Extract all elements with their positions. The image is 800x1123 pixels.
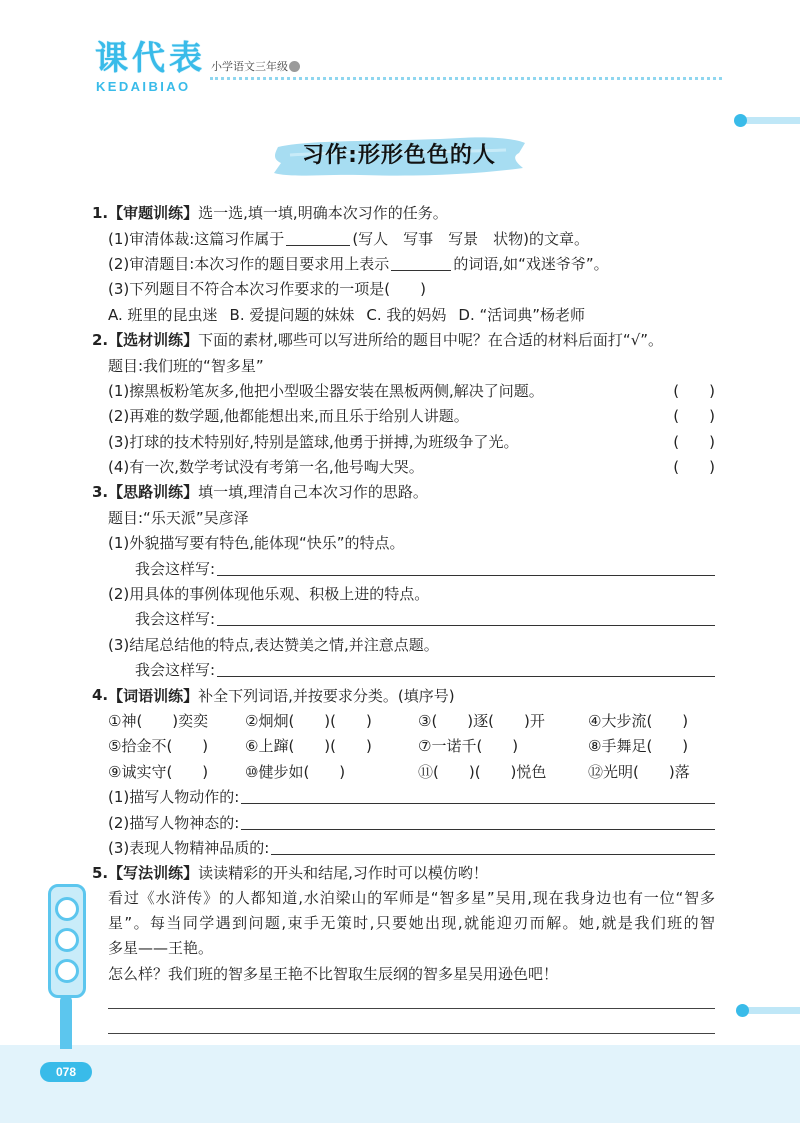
q5-paragraph-line-1: 看过《水浒传》的人都知道,水泊梁山的军师是“智多星”吴用,现在我身边也有一位“智多 (108, 888, 715, 907)
q4-category-2 (92, 809, 715, 834)
fill-blank (391, 256, 451, 271)
traffic-light-lamp-icon (55, 959, 79, 983)
answer-underline (241, 789, 715, 804)
q2-item-2 (92, 403, 715, 428)
q5-number: 5. (92, 863, 109, 882)
q2-item-4 (92, 454, 715, 479)
page-title: 习作:形形色色的人 (302, 143, 496, 168)
q3-instruction: 填一填,理清自己本次习作的思路。 (198, 483, 428, 502)
option-d: D. “活词典”杨老师 (458, 305, 586, 324)
brand-logo-pinyin: KEDAIBIAO (96, 79, 191, 94)
header-dotted-divider (210, 77, 722, 80)
q4-tag: 【词语训练】 (108, 686, 199, 705)
q1-item-3 (92, 276, 715, 301)
q4-number: 4. (92, 686, 109, 705)
answer-underline (217, 662, 715, 677)
q1-item-1-text: (1)审清体裁:这篇习作属于 (108, 229, 285, 248)
q3-heading (92, 479, 715, 504)
q2-item-3-text: (3)打球的技术特别好,特别是篮球,他勇于拼搏,为班级争了光。 (108, 432, 519, 451)
q3-topic-text: 题目:“乐天派”吴彦泽 (108, 508, 249, 527)
q2-number: 2. (92, 330, 109, 349)
category-label: (2)描写人物神态的: (108, 813, 240, 832)
q3-item-2-text: (2)用具体的事例体现他乐观、积极上进的特点。 (108, 585, 430, 604)
option-b: B. 爱提问题的妹妹 (229, 305, 355, 324)
word-item: ⑥上蹿( )( ) (245, 737, 372, 756)
q3-number: 3. (92, 482, 109, 501)
top-pin-icon (734, 114, 747, 127)
q4-category-1 (92, 784, 715, 809)
q1-heading (92, 200, 715, 225)
q2-topic-text: 题目:我们班的“智多星” (108, 356, 264, 375)
q5-paragraph-line-3: 多星——王艳。 (108, 939, 214, 958)
q5-tag: 【写法训练】 (108, 864, 199, 883)
word-item: ④大步流( ) (588, 712, 689, 730)
volume-badge-icon (289, 61, 300, 72)
q1-item-1 (92, 225, 715, 250)
q1-item-2-text: (2)审清题目:本次习作的题目要求用上表示 (108, 254, 390, 273)
q1-instruction: 选一选,填一填,明确本次习作的任务。 (198, 204, 448, 223)
traffic-light-pole (60, 995, 72, 1049)
answer-paren: ( ) (673, 458, 715, 477)
word-item: ⑩健步如( ) (245, 762, 346, 781)
answer-line (108, 1008, 715, 1009)
q3-write-row-1 (92, 555, 715, 580)
traffic-light-lamp-icon (55, 897, 79, 921)
top-pin-bar (742, 117, 800, 124)
write-label: 我会这样写: (135, 610, 216, 629)
answer-underline (241, 815, 715, 830)
answer-paren: ( ) (673, 381, 715, 400)
word-item: ⑧手舞足( ) (588, 737, 689, 756)
q5-paragraph-line-2: 星”。每当同学遇到问题,束手无策时,只要她出现,就能迎刃而解。她,就是我们班的智 (108, 913, 715, 932)
q5-heading (92, 860, 715, 885)
write-label: 我会这样写: (135, 661, 216, 680)
answer-line (108, 1033, 715, 1034)
word-item: ⑤拾金不( ) (108, 737, 209, 756)
q2-item-1 (92, 378, 715, 403)
option-c: C. 我的妈妈 (366, 305, 447, 324)
q3-tag: 【思路训练】 (108, 483, 199, 502)
q3-topic (92, 505, 715, 530)
word-item: ⑪( )( )悦色 (418, 762, 547, 781)
q4-word-row-1 (92, 708, 715, 733)
category-label: (3)表现人物精神品质的: (108, 838, 270, 857)
q1-item-2-example: 的词语,如“戏迷爷爷”。 (453, 254, 609, 273)
traffic-light-icon (48, 884, 86, 998)
q5-instruction: 读读精彩的开头和结尾,习作时可以模仿哟！ (198, 864, 488, 883)
word-item: ⑨诚实守( ) (108, 762, 209, 781)
brand-logo-chinese: 课代表 (95, 38, 206, 77)
q4-heading (92, 682, 715, 707)
q4-category-3 (92, 835, 715, 860)
page-number: 078 (40, 1062, 92, 1082)
q1-number: 1. (92, 203, 109, 222)
q4-word-row-2 (92, 733, 715, 758)
answer-underline (217, 561, 715, 576)
q1-tag: 【审题训练】 (108, 204, 199, 223)
option-a: A. 班里的昆虫迷 (108, 305, 218, 324)
q3-item-3-text: (3)结尾总结他的特点,表达赞美之情,并注意点题。 (108, 635, 439, 654)
q3-write-row-2 (92, 606, 715, 631)
q5-closing: 怎么样？我们班的智多星王艳不比智取生辰纲的智多星吴用逊色吧！ (108, 964, 559, 983)
answer-underline (217, 611, 715, 626)
q2-item-4-text: (4)有一次,数学考试没有考第一名,他号啕大哭。 (108, 458, 424, 477)
q2-heading (92, 327, 715, 352)
q3-item-2 (92, 581, 715, 606)
q3-item-1 (92, 530, 715, 555)
category-label: (1)描写人物动作的: (108, 788, 240, 807)
q3-write-row-3 (92, 657, 715, 682)
q1-item-2 (92, 251, 715, 276)
word-item: ③( )逐( )开 (418, 712, 545, 730)
bottom-pin-bar (744, 1007, 800, 1014)
fill-blank (286, 231, 350, 246)
answer-underline (271, 840, 715, 855)
q4-instruction: 补全下列词语,并按要求分类。(填序号) (198, 686, 455, 705)
subject-label: 小学语文三年级 (211, 60, 288, 73)
q2-item-1-text: (1)擦黑板粉笔灰多,他把小型吸尘器安装在黑板两侧,解决了问题。 (108, 381, 544, 400)
q3-item-1-text: (1)外貌描写要有特色,能体现“快乐”的特点。 (108, 534, 405, 553)
word-item: ⑫光明( )落 (588, 762, 690, 781)
traffic-light-lamp-icon (55, 928, 79, 952)
q3-item-3 (92, 632, 715, 657)
q2-item-2-text: (2)再难的数学题,他都能想出来,而且乐于给别人讲题。 (108, 407, 469, 426)
q1-item-1-choices: (写人 写事 写景 状物)的文章。 (352, 229, 590, 248)
q1-options (92, 302, 715, 327)
answer-paren: ( ) (673, 432, 715, 451)
q2-instruction: 下面的素材,哪些可以写进所给的题目中呢？在合适的材料后面打“√”。 (198, 331, 664, 350)
word-item: ①神( )奕奕 (108, 712, 209, 730)
write-label: 我会这样写: (135, 559, 216, 578)
word-item: ⑦一诺千( ) (418, 737, 519, 756)
answer-paren: ( ) (673, 407, 715, 426)
q2-tag: 【选材训练】 (108, 331, 199, 350)
q2-topic (92, 352, 715, 377)
q4-word-row-3 (92, 759, 715, 784)
bottom-pin-icon (736, 1004, 749, 1017)
word-item: ②炯炯( )( ) (245, 712, 372, 730)
q2-item-3 (92, 429, 715, 454)
q1-item-3-text: (3)下列题目不符合本次习作要求的一项是( ) (108, 280, 426, 299)
footer-band (0, 1045, 800, 1123)
worksheet-content (92, 200, 715, 987)
